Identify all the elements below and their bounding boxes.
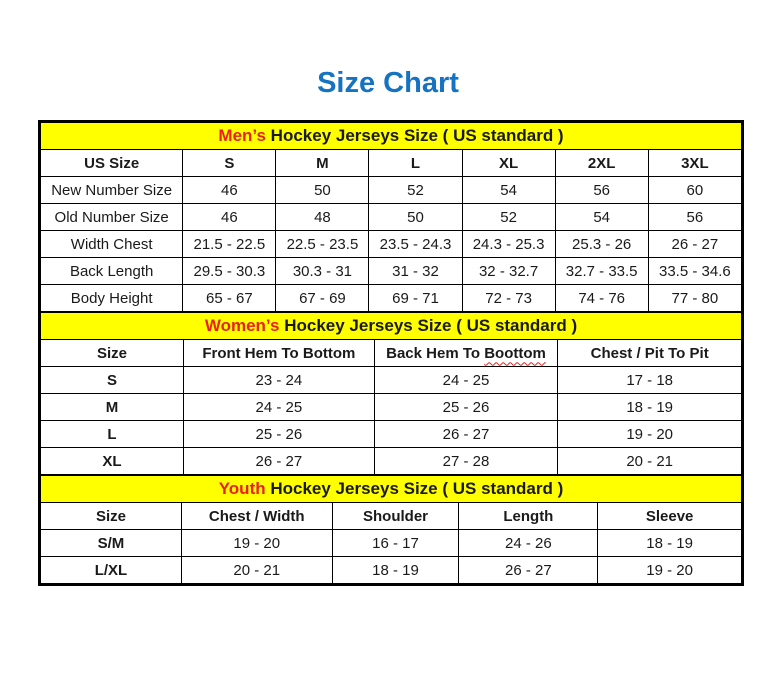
- womens-value-cell: 17 - 18: [558, 367, 742, 394]
- womens-banner-title: Women’s Hockey Jerseys Size ( US standard ): [41, 313, 742, 340]
- mens-value-cell: 32.7 - 33.5: [555, 258, 648, 285]
- womens-table-row: [41, 421, 742, 448]
- womens-size-table: [40, 312, 742, 475]
- youth-value-cell: 18 - 19: [598, 530, 742, 557]
- womens-value-cell: 19 - 20: [558, 421, 742, 448]
- womens-table-row: [41, 448, 742, 475]
- mens-value-cell: 46: [183, 204, 276, 231]
- mens-table-row: [41, 177, 742, 204]
- mens-col-header-4: XL: [462, 150, 555, 177]
- womens-value-cell: 18 - 19: [558, 394, 742, 421]
- youth-value-cell: 20 - 21: [181, 557, 332, 584]
- womens-value-cell: 27 - 28: [374, 448, 558, 475]
- womens-row-label: XL: [41, 448, 184, 475]
- womens-table-row: [41, 394, 742, 421]
- mens-value-cell: 46: [183, 177, 276, 204]
- mens-value-cell: 31 - 32: [369, 258, 462, 285]
- mens-value-cell: 48: [276, 204, 369, 231]
- mens-col-header-0: US Size: [41, 150, 183, 177]
- youth-table-row: [41, 530, 742, 557]
- youth-value-cell: 24 - 26: [459, 530, 598, 557]
- mens-col-header-3: L: [369, 150, 462, 177]
- mens-value-cell: 67 - 69: [276, 285, 369, 312]
- mens-value-cell: 25.3 - 26: [555, 231, 648, 258]
- mens-value-cell: 24.3 - 25.3: [462, 231, 555, 258]
- womens-value-cell: 26 - 27: [184, 448, 375, 475]
- mens-col-header-6: 3XL: [648, 150, 741, 177]
- mens-value-cell: 50: [276, 177, 369, 204]
- mens-table-row: [41, 258, 742, 285]
- youth-size-table: [40, 475, 742, 584]
- womens-col-header-1: Front Hem To Bottom: [184, 340, 375, 367]
- womens-row-label: M: [41, 394, 184, 421]
- womens-value-cell: 24 - 25: [374, 367, 558, 394]
- mens-value-cell: 65 - 67: [183, 285, 276, 312]
- youth-value-cell: 19 - 20: [598, 557, 742, 584]
- womens-table-row: [41, 367, 742, 394]
- womens-col-header-0: Size: [41, 340, 184, 367]
- youth-table-row: [41, 557, 742, 584]
- mens-table-row: [41, 231, 742, 258]
- mens-size-table: [40, 122, 742, 312]
- mens-value-cell: 56: [648, 204, 741, 231]
- mens-value-cell: 54: [555, 204, 648, 231]
- youth-banner-highlight: Youth: [218, 479, 266, 498]
- youth-col-header-3: Length: [459, 503, 598, 530]
- mens-col-header-1: S: [183, 150, 276, 177]
- youth-row-label: S/M: [41, 530, 182, 557]
- mens-value-cell: 52: [369, 177, 462, 204]
- mens-value-cell: 72 - 73: [462, 285, 555, 312]
- womens-value-cell: 26 - 27: [374, 421, 558, 448]
- womens-banner-highlight: Women’s: [204, 316, 280, 335]
- mens-col-header-2: M: [276, 150, 369, 177]
- mens-value-cell: 22.5 - 23.5: [276, 231, 369, 258]
- mens-row-label: Width Chest: [41, 231, 183, 258]
- mens-row-label: Old Number Size: [41, 204, 183, 231]
- youth-value-cell: 19 - 20: [181, 530, 332, 557]
- mens-value-cell: 77 - 80: [648, 285, 741, 312]
- womens-row-label: L: [41, 421, 184, 448]
- womens-row-label: S: [41, 367, 184, 394]
- mens-row-label: Body Height: [41, 285, 183, 312]
- size-chart-tables: [38, 120, 744, 586]
- mens-value-cell: 21.5 - 22.5: [183, 231, 276, 258]
- youth-col-header-1: Chest / Width: [181, 503, 332, 530]
- youth-col-header-2: Shoulder: [332, 503, 459, 530]
- womens-value-cell: 25 - 26: [374, 394, 558, 421]
- youth-value-cell: 18 - 19: [332, 557, 459, 584]
- mens-row-label: Back Length: [41, 258, 183, 285]
- mens-value-cell: 23.5 - 24.3: [369, 231, 462, 258]
- mens-value-cell: 74 - 76: [555, 285, 648, 312]
- youth-value-cell: 16 - 17: [332, 530, 459, 557]
- youth-value-cell: 26 - 27: [459, 557, 598, 584]
- mens-value-cell: 50: [369, 204, 462, 231]
- mens-banner-title: Men’s Hockey Jerseys Size ( US standard ): [41, 123, 742, 150]
- mens-value-cell: 69 - 71: [369, 285, 462, 312]
- mens-banner-highlight: Men’s: [218, 126, 266, 145]
- womens-col-header-2: Back Hem To Boottom: [374, 340, 558, 367]
- misspelled-word: Boottom: [484, 344, 546, 362]
- youth-banner-title: Youth Hockey Jerseys Size ( US standard ): [41, 476, 742, 503]
- mens-value-cell: 29.5 - 30.3: [183, 258, 276, 285]
- mens-value-cell: 60: [648, 177, 741, 204]
- mens-col-header-5: 2XL: [555, 150, 648, 177]
- mens-value-cell: 26 - 27: [648, 231, 741, 258]
- page-title: Size Chart: [317, 67, 459, 99]
- mens-value-cell: 32 - 32.7: [462, 258, 555, 285]
- mens-row-label: New Number Size: [41, 177, 183, 204]
- youth-col-header-4: Sleeve: [598, 503, 742, 530]
- mens-table-row: [41, 204, 742, 231]
- mens-value-cell: 54: [462, 177, 555, 204]
- womens-value-cell: 20 - 21: [558, 448, 742, 475]
- mens-value-cell: 56: [555, 177, 648, 204]
- youth-col-header-0: Size: [41, 503, 182, 530]
- womens-value-cell: 24 - 25: [184, 394, 375, 421]
- womens-value-cell: 25 - 26: [184, 421, 375, 448]
- mens-table-row: [41, 285, 742, 312]
- mens-value-cell: 33.5 - 34.6: [648, 258, 741, 285]
- youth-row-label: L/XL: [41, 557, 182, 584]
- mens-value-cell: 30.3 - 31: [276, 258, 369, 285]
- womens-value-cell: 23 - 24: [184, 367, 375, 394]
- mens-value-cell: 52: [462, 204, 555, 231]
- womens-col-header-3: Chest / Pit To Pit: [558, 340, 742, 367]
